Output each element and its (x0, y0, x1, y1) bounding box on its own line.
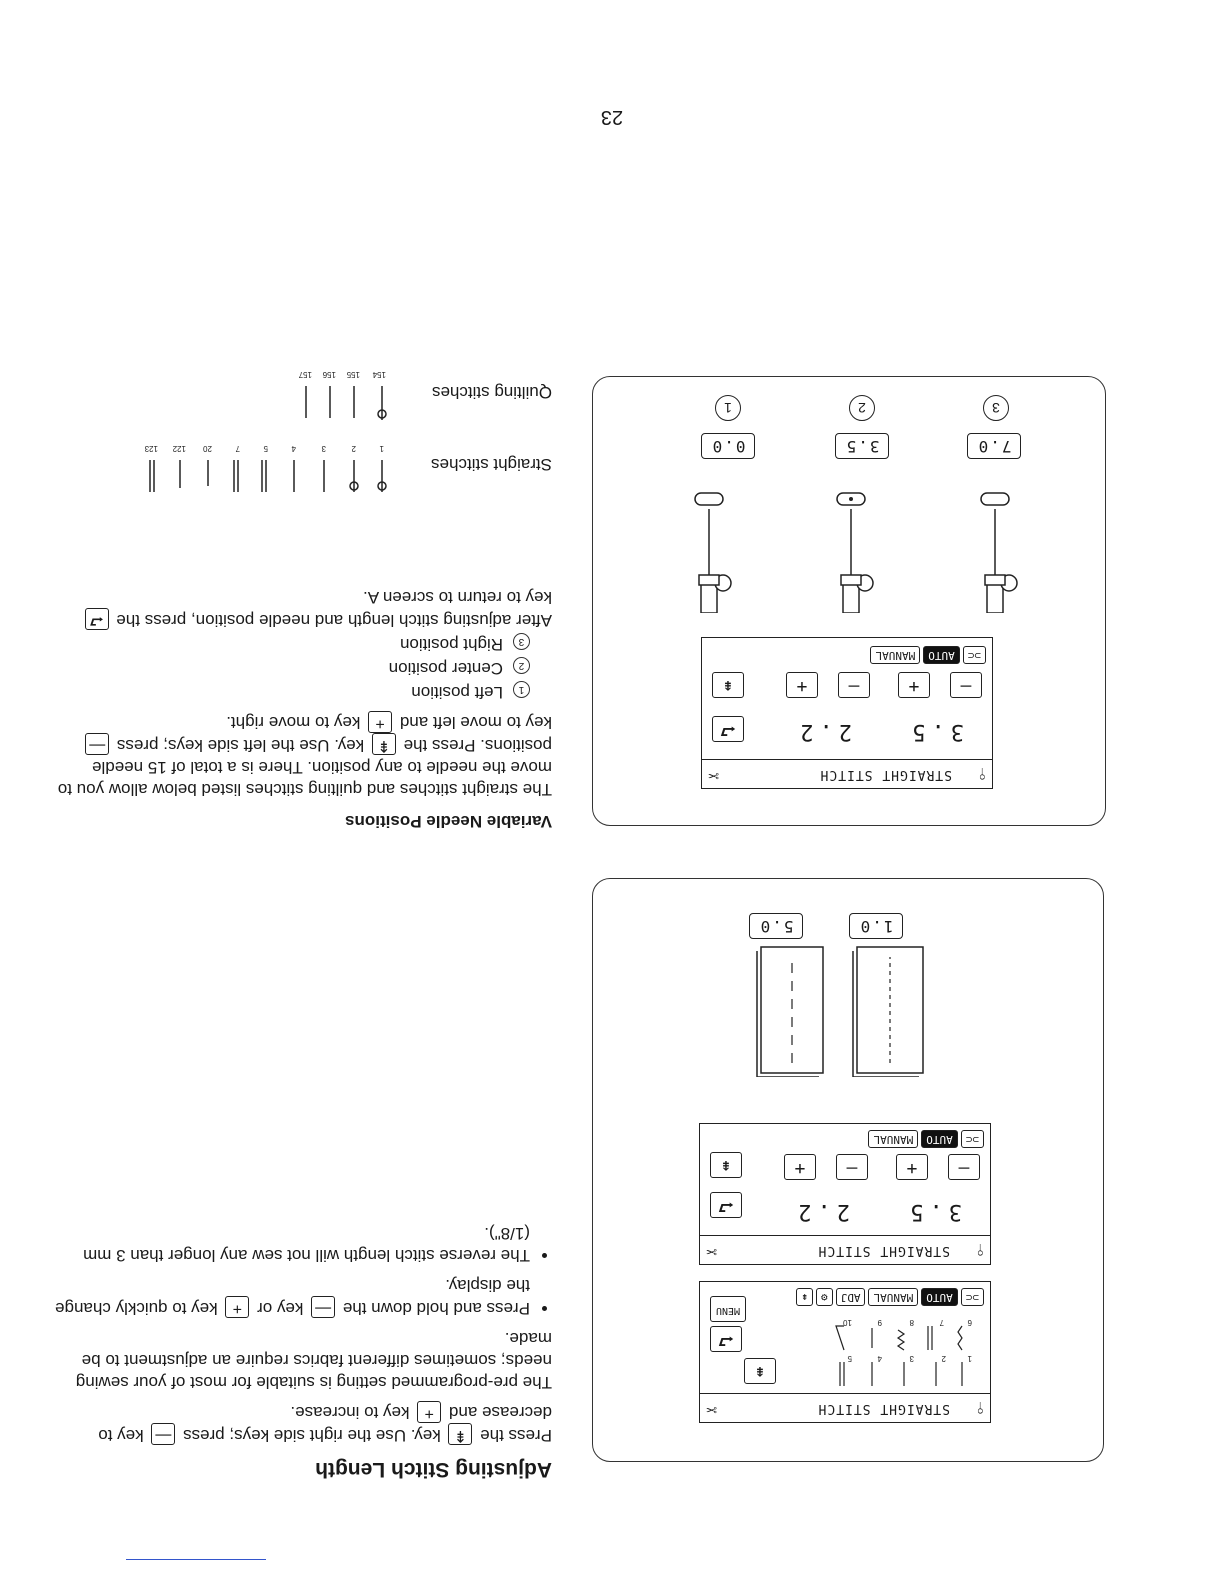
needle-position-button[interactable]: ⇞ (712, 672, 744, 698)
text: After adjusting stitch length and needle position, press the (116, 610, 552, 630)
text: Press and hold down the (342, 1298, 530, 1318)
width-value: 3.5 (906, 719, 964, 744)
positions-list (52, 633, 552, 703)
stitch-number-label: 10 (843, 1318, 852, 1327)
return-button[interactable]: ⮐ (712, 716, 744, 742)
text: Right position (399, 634, 503, 654)
needle-icon-left (981, 493, 1017, 613)
left-plus-button[interactable]: + (896, 1154, 928, 1180)
minus-key-icon: — (311, 1296, 335, 1318)
fabric-sample-short (853, 947, 923, 1077)
stitch-number-label: 3 (909, 1354, 914, 1363)
menu-button[interactable]: MENU (710, 1296, 746, 1322)
circle-number-1: 1 (715, 395, 741, 421)
straight-stitches-row (32, 436, 552, 496)
mirror-icon[interactable]: ⚙ (816, 1288, 833, 1306)
presser-foot-icon: ✂ (708, 765, 719, 786)
straight-stitches-icons (110, 436, 390, 496)
stitch-number-label: 157 (298, 370, 312, 379)
stitch-number-label: 9 (877, 1318, 882, 1327)
lcd-header (702, 759, 992, 788)
note-reverse: • The reverse stitch length will not sew any longer than 3 mm (1/8"). (52, 1222, 530, 1266)
stitch-number-label: 1 (967, 1354, 972, 1363)
plus-key-icon: + (417, 1401, 441, 1423)
auto-pill[interactable]: AUTO (923, 646, 960, 664)
plus-key-icon: + (225, 1296, 249, 1318)
stitch-number-label: 3 (321, 444, 326, 453)
return-button[interactable]: ⮐ (710, 1326, 742, 1352)
position-center (52, 657, 530, 679)
text: Press the (480, 1426, 552, 1445)
needle-icon-center (837, 493, 873, 613)
notes-list (52, 1222, 552, 1319)
quilting-stitches-label: Quilting stitches (432, 383, 552, 402)
text: key. Use the right side keys; press (183, 1426, 441, 1445)
plus-key-icon: + (368, 711, 392, 733)
text: key to return to screen A. (363, 588, 552, 608)
minus-key-icon: — (85, 733, 109, 755)
minus-key-icon: — (151, 1423, 175, 1445)
text: key to move right. (226, 713, 361, 733)
circle-number: 2 (513, 657, 530, 674)
needle-position-display-3: 0.0 (701, 433, 755, 459)
lcd-screen-needle-position (701, 637, 993, 789)
left-plus-button[interactable]: + (898, 672, 930, 698)
section-stitch-length (52, 1214, 552, 1480)
stitch-number-label: 8 (909, 1318, 914, 1327)
mode-bar (866, 1130, 985, 1148)
paragraph-press-key (52, 1401, 552, 1446)
needle-icon-right (695, 493, 731, 613)
needle-illustrations (655, 483, 1035, 613)
text: Center position (388, 658, 503, 678)
position-left (52, 681, 530, 703)
stitch-number-label: 2 (941, 1354, 946, 1363)
lcd-screen-length-adjust (699, 1123, 991, 1265)
text: key. (334, 736, 365, 755)
length-value: 2.2 (794, 719, 852, 744)
manual-pill[interactable]: MANUAL (869, 1288, 919, 1306)
text: Left position (411, 682, 503, 702)
left-minus-button[interactable]: — (948, 1154, 980, 1180)
needle-position-button[interactable]: ⇞ (710, 1152, 742, 1178)
length-display-short: 1.0 (849, 913, 903, 939)
stitch-number-label: 155 (346, 370, 360, 379)
stitch-number-label: 154 (372, 370, 386, 379)
note-hold-key (52, 1274, 530, 1319)
stitch-number-label: 5 (263, 444, 268, 453)
stitch-number-label: 122 (172, 444, 186, 453)
fabric-sample-long (757, 947, 823, 1077)
lcd-title: STRAIGHT STITCH (817, 1243, 950, 1258)
needle-icon: ⫯ (977, 1399, 984, 1418)
section-title-needle-positions: Variable Needle Positions (345, 812, 552, 831)
stitch-number-label: 123 (144, 444, 158, 453)
needle-key-icon: ⇞ (372, 733, 396, 755)
stitch-number-label: 7 (235, 444, 240, 453)
stitch-number-label: 5 (847, 1354, 852, 1363)
text: The straight stitches and quilting stitches listed below allow you to move the needle to any position. There is a total of 15 needle positions. Press the (57, 736, 552, 799)
lcd-header (700, 1235, 990, 1264)
needle-positions-panel (592, 376, 1106, 826)
fabric-samples (733, 937, 933, 1077)
needle-position-display-2: 3.5 (835, 433, 889, 459)
needle-icon: ⫯ (977, 1241, 984, 1260)
mode-bar (868, 646, 987, 664)
paragraph-variable-needle (52, 711, 552, 800)
adj-pill[interactable]: ADJ (836, 1288, 866, 1306)
right-plus-button[interactable]: + (784, 1154, 816, 1180)
circle-number-3: 3 (983, 395, 1009, 421)
stitch-number-label: 7 (939, 1318, 944, 1327)
stitch-number-label: 156 (322, 370, 336, 379)
text: key to decrease and (98, 1403, 552, 1445)
manual-pill[interactable]: MANUAL (869, 1130, 919, 1148)
paragraph-return (52, 586, 552, 631)
stitch-number-label: 4 (291, 444, 296, 453)
text: key to move left and (399, 713, 552, 733)
manual-pill[interactable]: MANUAL (871, 646, 921, 664)
circle-number: 3 (513, 633, 530, 650)
stitch-number-label: 1 (379, 444, 384, 453)
quilting-stitches-row (32, 364, 552, 424)
twin-needle-icon[interactable]: ⊃⊂ (961, 1288, 984, 1306)
position-right (52, 633, 530, 655)
right-plus-button[interactable]: + (786, 672, 818, 698)
circle-number-2: 2 (849, 395, 875, 421)
straight-stitches-label: Straight stitches (431, 455, 552, 474)
needle-position-button[interactable]: ⇞ (744, 1358, 776, 1384)
text: key or (257, 1298, 304, 1318)
needle-position-display-1: 7.0 (967, 433, 1021, 459)
footer-rule (126, 1559, 266, 1560)
presser-foot-icon: ✂ (706, 1399, 717, 1420)
text: key to quickly change the display. (55, 1276, 530, 1318)
lcd-title: STRAIGHT STITCH (819, 767, 952, 782)
width-value: 3.5 (904, 1199, 962, 1224)
return-button[interactable]: ⮐ (710, 1192, 742, 1218)
paragraph-preprogrammed: The pre-programmed setting is suitable for most of your sewing needs; sometimes different fabrics require an adjustment to be made. (75, 1328, 552, 1392)
circle-number: 1 (513, 681, 530, 698)
stitch-number-label: 2 (351, 444, 356, 453)
section-title-stitch-length: Adjusting Stitch Length (315, 1458, 552, 1481)
twin-needle-icon[interactable]: ⊃⊂ (963, 646, 986, 664)
length-value: 2.2 (792, 1199, 850, 1224)
left-minus-button[interactable]: — (950, 672, 982, 698)
right-minus-button[interactable]: — (836, 1154, 868, 1180)
text: key to increase. (290, 1403, 410, 1423)
needle-key-icon: ⇞ (448, 1423, 472, 1445)
right-minus-button[interactable]: — (838, 672, 870, 698)
presser-foot-icon: ✂ (706, 1241, 717, 1262)
return-key-icon: ⮐ (85, 608, 109, 630)
stitch-icons-grid (776, 1318, 976, 1388)
needle-up-icon[interactable]: ⇞ (796, 1288, 813, 1306)
page-number: 23 (600, 106, 624, 128)
stitch-number-label: 4 (877, 1354, 882, 1363)
needle-icon: ⫯ (979, 765, 986, 784)
twin-needle-icon[interactable]: ⊃⊂ (961, 1130, 984, 1148)
lcd-screen-stitch-select (699, 1281, 991, 1423)
text: Use the left side keys; press (116, 736, 330, 755)
mode-bar (793, 1288, 984, 1306)
stitch-length-panel (592, 878, 1104, 1462)
stitch-number-label: 20 (203, 444, 212, 453)
lcd-header (700, 1393, 990, 1422)
section-needle-positions (52, 578, 552, 832)
lcd-title: STRAIGHT STITCH (817, 1401, 950, 1416)
auto-pill[interactable]: AUTO (921, 1288, 958, 1306)
auto-pill[interactable]: AUTO (921, 1130, 958, 1148)
stitch-number-label: 6 (967, 1318, 972, 1327)
quilting-stitches-icons (110, 364, 390, 424)
length-display-long: 5.0 (749, 913, 803, 939)
